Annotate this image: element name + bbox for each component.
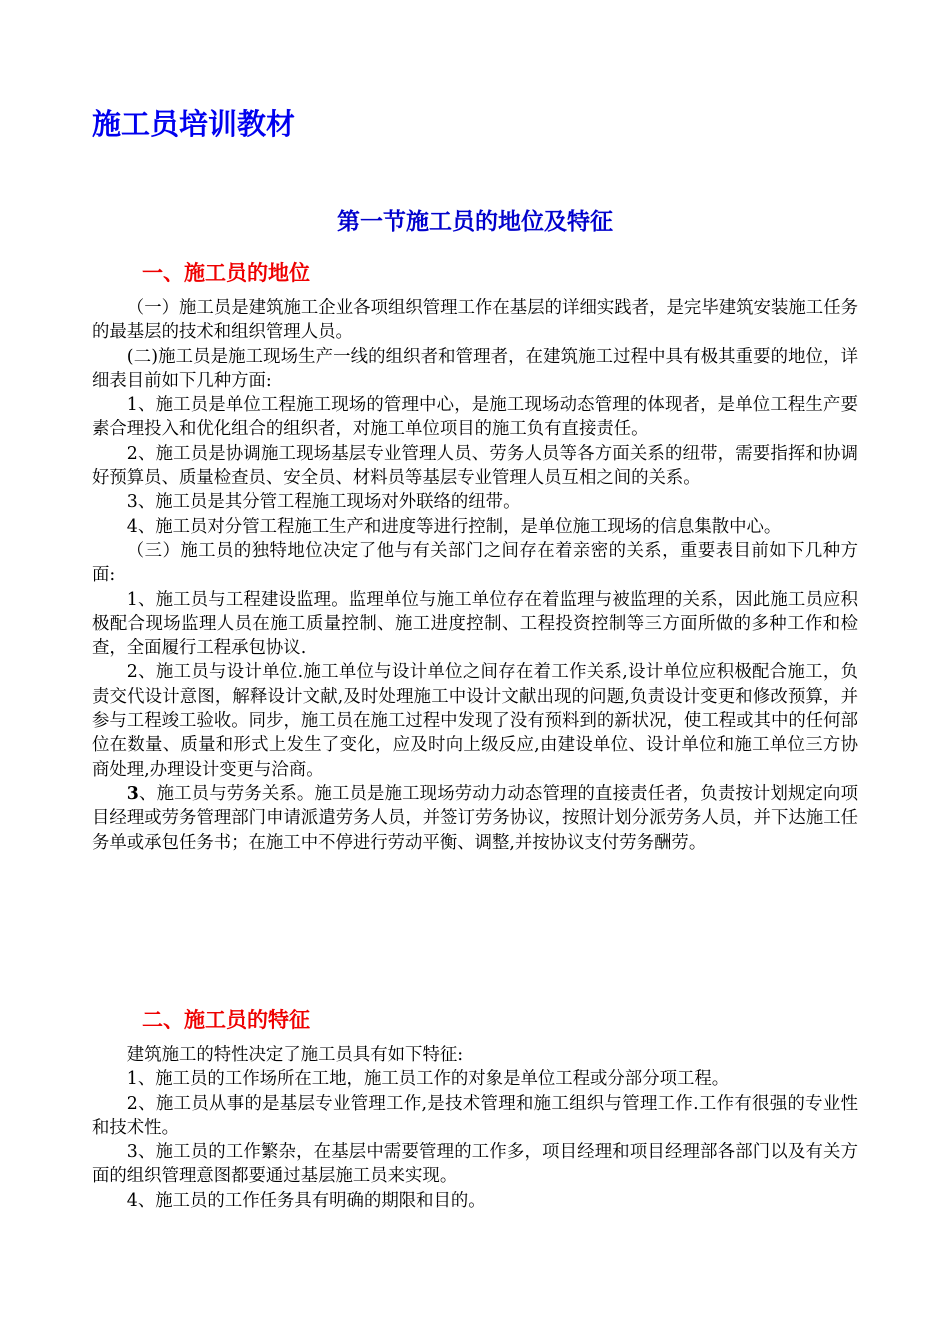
paragraph-text: 、施工员与劳务关系。施工员是施工现场劳动力动态管理的直接责任者，负责按计划规定向项目经理或劳务管理部门申请派遣劳务人员，并签订劳务协议，按照计划分派劳务人员，并下达施工任务单或承包任务书；在施工中不停进行劳动平衡、调整,并按协议支付劳务酬劳。	[92, 783, 858, 853]
paragraph: 3、施工员的工作繁杂，在基层中需要管理的工作多，项目经理和项目经理部各部门以及有关方面的组织管理意图都要通过基层施工员来实现。	[92, 1142, 858, 1187]
paragraph: 1、施工员的工作场所在工地，施工员工作的对象是单位工程或分部分项工程。	[126, 1069, 730, 1090]
document-title: 施工员培训教材	[92, 107, 296, 141]
paragraph	[92, 782, 858, 855]
paragraph: 1、施工员是单位工程施工现场的管理中心，是施工现场动态管理的体现者，是单位工程生产要素合理投入和优化组合的组织者，对施工单位项目的施工负有直接责任。	[92, 395, 858, 440]
paragraph: 4、施工员对分管工程施工生产和进度等进行控制，是单位施工现场的信息集散中心。	[126, 516, 782, 537]
paragraph: (二)施工员是施工现场生产一线的组织者和管理者，在建筑施工过程中具有极其重要的地位，详细表目前如下几种方面:	[92, 346, 858, 391]
paragraph: （一）施工员是建筑施工企业各项组织管理工作在基层的详细实践者，是完毕建筑安装施工任务的最基层的技术和组织管理人员。	[92, 298, 858, 343]
section-title: 第一节施工员的地位及特征	[337, 209, 613, 235]
paragraph: （三）施工员的独特地位决定了他与有关部门之间存在着亲密的关系，重要表目前如下几种方面:	[92, 540, 858, 586]
features-body	[92, 1043, 858, 1213]
paragraph: 3、施工员是其分管工程施工现场对外联络的纽带。	[126, 492, 521, 513]
paragraph-lead-number: 3	[126, 783, 139, 804]
paragraph: 2、施工员与设计单位.施工单位与设计单位之间存在着工作关系,设计单位应积极配合施工，负责交代设计意图，解释设计文献,及时处理施工中设计文献出现的问题,负责设计变更和修改预算，并参与工程竣工验收。同步，施工员在施工过程中发现了没有预料到的新状况，使工程或其中的任何部位在数量、质量和形式上发生了变化，应及时向上级反应,由建设单位、设计单位和施工单位三方协商处理,办理设计变更与洽商。	[92, 662, 858, 780]
paragraph: 4、施工员的工作任务具有明确的期限和目的。	[126, 1190, 486, 1211]
sub-heading-position: 一、施工员的地位	[142, 261, 310, 285]
paragraph: 建筑施工的特性决定了施工员具有如下特征:	[126, 1045, 464, 1065]
paragraph: 1、施工员与工程建设监理。监理单位与施工单位存在着监理与被监理的关系，因此施工员应积极配合现场监理人员在施工质量控制、施工进度控制、工程投资控制等三方面所做的多种工作和检查，全面履行工程承包协议.	[92, 589, 858, 659]
paragraph: 2、施工员是协调施工现场基层专业管理人员、劳务人员等各方面关系的纽带，需要指挥和协调好预算员、质量检查员、安全员、材料员等基层专业管理人员互相之间的关系。	[92, 443, 858, 489]
sub-heading-features: 二、施工员的特征	[142, 1008, 310, 1032]
paragraph: 2、施工员从事的是基层专业管理工作,是技术管理和施工组织与管理工作.工作有很强的专业性和技术性。	[92, 1093, 858, 1138]
position-body	[92, 296, 858, 855]
